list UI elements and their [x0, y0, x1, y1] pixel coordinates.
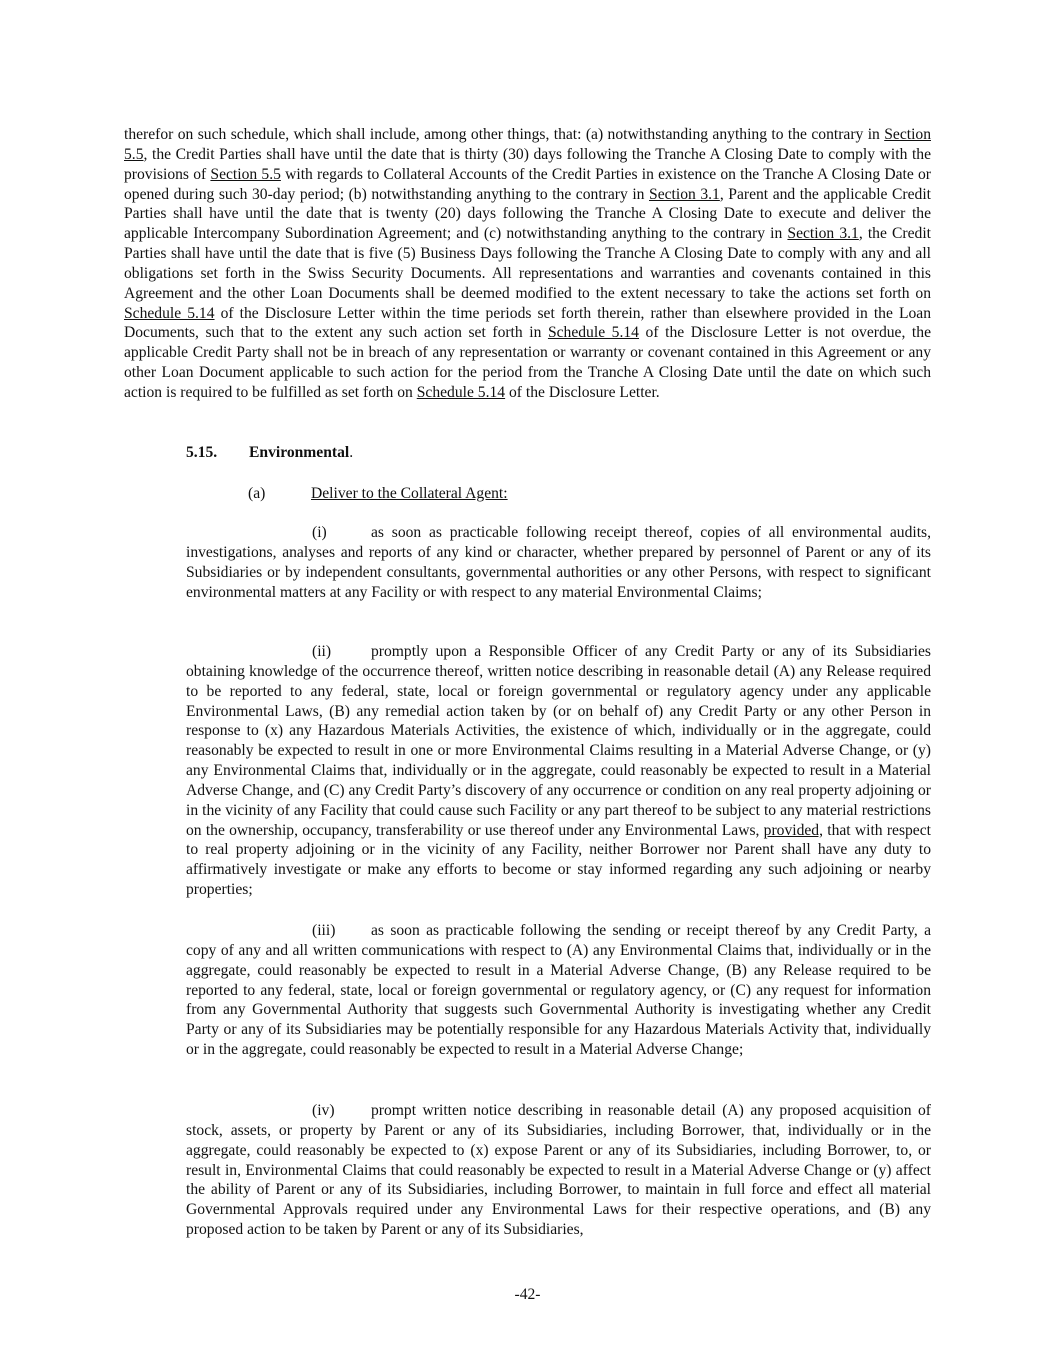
intro-text: therefor on such schedule, which shall include, among other things, that: (a) notwithstanding anything to the contrary in [124, 126, 885, 143]
subsection-a-label: (a) [248, 485, 266, 502]
section-reference-link: Section 5.5 [124, 126, 931, 163]
clause-iv [186, 1101, 931, 1240]
schedule-reference-link: Schedule 5.14 [124, 304, 215, 322]
subsection-a-heading [248, 484, 508, 504]
clause-iv-text: prompt written notice describing in reasonable detail (A) any proposed acquisition of stock, assets, or property by Parent or any of its Subsidiaries, including Borrower, that, individually or in the aggregate, could reasonably be expected to (x) expose Parent or any of its Subsidiaries, including Borrower, to, or result in, Environmental Claims that could reasonably be expected to result in a Material Adverse Change or (y) affect the ability of Parent or any of its Subsidiaries, including Borrower, to maintain in full force and effect all material Governmental Approvals required under any Environmental Laws for their respective operations, and (B) any proposed action to be taken by Parent or any of its Subsidiaries, [186, 1102, 931, 1239]
subsection-a-title: Deliver to the Collateral Agent: [311, 485, 508, 502]
clause-ii-text: promptly upon a Responsible Officer of any Credit Party or any of its Subsidiaries obtaining knowledge of the occurrence thereof, written notice describing in reasonable detail (A) any Release required to be reported to any federal, state, local or foreign governmental or regulatory agency under any applicable Environmental Laws, (B) any remedial action taken by (or on behalf of) any Credit Party or any other Person in response to (x) any Hazardous Materials Activities, the existence of which, individually or in the aggregate, could reasonably be expected to result in one or more Environmental Claims resulting in a Material Adverse Change, or (y) any Environmental Claims that, individually or in the aggregate, could reasonably be expected to result in a Material Adverse Change, and (C) any Credit Party’s discovery of any occurrence or condition on any real property adjoining or in the vicinity of any Facility that could cause such Facility or any part thereof to be subject to any material restrictions on the ownership, occupancy, transferability or use thereof under any Environmental Laws, [186, 643, 931, 839]
intro-text: of the Disclosure Letter. [505, 383, 660, 401]
intro-text: with regards to Collateral Accounts of the Credit Parties in existence on the Tranche A Closing Date or opened during such 30-day period; (b) notwithstanding anything to the contrary in [124, 165, 931, 203]
intro-text: , the Credit Parties shall have until the date that is five (5) Business Days following the Tranche A Closing Date to comply with any and all obligations set forth in the Swiss Security Documents. All representations and warranties and covenants contained in this Agreement and the other Loan Documents shall be deemed modified to the extent necessary to take the actions set forth on [124, 225, 931, 302]
provided-term: provided, [763, 821, 824, 839]
page-number: -42- [514, 1286, 541, 1303]
section-reference-link: Section 3.1 [649, 185, 720, 203]
clause-i-text: as soon as practicable following receipt thereof, copies of all environmental audits, investigations, analyses and reports of any kind or character, whether prepared by personnel of Parent or any of its Subsidiaries or by independent consultants, governmental authorities or any other Persons, with respect to significant environmental matters at any Facility or with respect to any material Environmental Claims; [186, 524, 931, 601]
section-heading [186, 443, 353, 463]
section-title-period: . [349, 444, 354, 461]
schedule-reference-link: Schedule 5.14 [416, 383, 506, 401]
clause-ii-text-continued: that with respect to real property adjoining or in the vicinity of any Facility, neither Borrower nor Parent shall have any duty to affirmatively investigate or make any efforts to become or stay informed regarding any such adjoining or nearby properties; [186, 821, 931, 899]
schedule-reference-link: Schedule 5.14 [547, 324, 639, 342]
section-number: 5.15. [186, 444, 218, 461]
clause-ii-label: (ii) [312, 643, 332, 660]
section-reference-link: Section 5.5 [210, 165, 281, 183]
clause-iii-label: (iii) [312, 922, 336, 939]
intro-text: , Parent and the applicable Credit Parties shall have until the date that is twenty (20) days following the Tranche A Closing Date to execute and deliver the applicable Intercompany Subordination Agreement; and (c) notwithstanding anything to the contrary in [124, 185, 931, 243]
intro-text: of the Disclosure Letter is not overdue, the applicable Credit Party shall not be in breach of any representation or warranty or covenant contained in this Agreement or any other Loan Document applicable to such action for the period from the Tranche A Closing Date until the date on which such action is required to be fulfilled as set forth on [124, 324, 931, 401]
clause-iv-label: (iv) [312, 1102, 335, 1119]
intro-paragraph [124, 125, 931, 403]
intro-text: of the Disclosure Letter within the time periods set forth therein, rather than elsewhere provided in the Loan Documents, such that to the extent any such action set forth in [124, 304, 931, 342]
clause-iii [186, 921, 931, 1060]
clause-iii-text: as soon as practicable following the sending or receipt thereof by any Credit Party, a copy of any and all written communications with respect to (A) any Environmental Claims that, individually or in the aggregate, could reasonably be expected to result in a Material Adverse Change, (B) any Release required to be reported to any federal, state, local or foreign governmental or regulatory agency, or (C) any request for information from any Governmental Authority that suggests such Governmental Authority is investigating whether any Credit Party or any of its Subsidiaries may be potentially responsible for any Hazardous Materials Activity that, individually or in the aggregate, could reasonably be expected to result in a Material Adverse Change; [186, 922, 931, 1059]
intro-text: , the Credit Parties shall have until the date that is thirty (30) days following the Tranche A Closing Date to comply with the provisions of [124, 145, 931, 183]
section-reference-link: Section 3.1 [787, 225, 859, 243]
clause-ii [186, 642, 931, 900]
clause-i [186, 523, 931, 602]
section-title: Environmental [249, 444, 350, 461]
clause-i-label: (i) [312, 524, 327, 541]
